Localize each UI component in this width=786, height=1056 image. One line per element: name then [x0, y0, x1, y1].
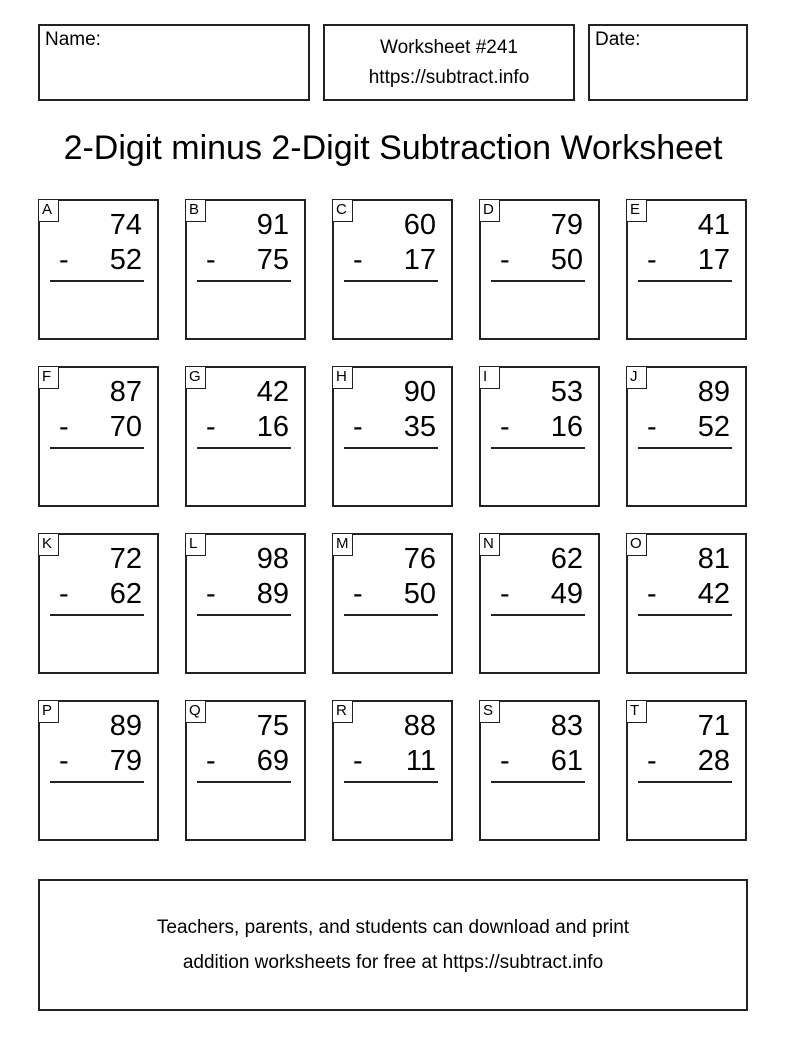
minuend: 72 — [109, 543, 142, 575]
problem-label: D — [479, 199, 500, 222]
subtrahend: 35 — [403, 411, 436, 443]
problem-card — [332, 366, 453, 507]
minuend: 83 — [550, 710, 583, 742]
answer-line — [344, 781, 438, 783]
answer-line — [197, 447, 291, 449]
minus-sign: - — [206, 578, 216, 610]
subtrahend: 42 — [697, 578, 730, 610]
answer-line — [638, 614, 732, 616]
minuend: 76 — [403, 543, 436, 575]
minuend: 81 — [697, 543, 730, 575]
name-label: Name: — [45, 29, 101, 50]
answer-line — [50, 781, 144, 783]
problem-label: A — [38, 199, 59, 222]
problem-label: B — [185, 199, 206, 222]
minus-sign: - — [647, 578, 657, 610]
problem-label: Q — [185, 700, 206, 723]
problem-card — [332, 533, 453, 674]
minuend: 88 — [403, 710, 436, 742]
problem-card — [185, 700, 306, 841]
answer-line — [50, 280, 144, 282]
footer-note — [38, 879, 748, 1011]
problem-label: M — [332, 533, 353, 556]
answer-line — [638, 447, 732, 449]
minus-sign: - — [353, 578, 363, 610]
problem-card — [626, 700, 747, 841]
minuend: 60 — [403, 209, 436, 241]
minuend: 89 — [109, 710, 142, 742]
subtrahend: 79 — [109, 745, 142, 777]
answer-line — [491, 781, 585, 783]
problem-label: L — [185, 533, 206, 556]
minus-sign: - — [59, 244, 69, 276]
minus-sign: - — [353, 745, 363, 777]
problem-card — [185, 366, 306, 507]
subtrahend: 50 — [403, 578, 436, 610]
subtrahend: 50 — [550, 244, 583, 276]
minuend: 91 — [256, 209, 289, 241]
problem-card — [38, 199, 159, 340]
minuend: 75 — [256, 710, 289, 742]
answer-line — [197, 280, 291, 282]
problem-label: C — [332, 199, 353, 222]
problem-label: P — [38, 700, 59, 723]
problem-card — [332, 700, 453, 841]
minus-sign: - — [206, 745, 216, 777]
answer-line — [197, 614, 291, 616]
minus-sign: - — [206, 244, 216, 276]
problem-card — [185, 533, 306, 674]
problem-card — [38, 366, 159, 507]
minuend: 98 — [256, 543, 289, 575]
subtrahend: 16 — [550, 411, 583, 443]
answer-line — [638, 280, 732, 282]
problem-label: H — [332, 366, 353, 389]
problem-label: J — [626, 366, 647, 389]
subtrahend: 62 — [109, 578, 142, 610]
answer-line — [50, 614, 144, 616]
answer-line — [491, 280, 585, 282]
worksheet-number: Worksheet #241 — [379, 36, 518, 58]
minus-sign: - — [59, 745, 69, 777]
minus-sign: - — [353, 411, 363, 443]
minus-sign: - — [500, 578, 510, 610]
minus-sign: - — [647, 745, 657, 777]
answer-line — [491, 614, 585, 616]
problem-card — [479, 199, 600, 340]
problem-card — [479, 700, 600, 841]
subtrahend: 75 — [256, 244, 289, 276]
answer-line — [344, 280, 438, 282]
date-field-box[interactable] — [588, 24, 748, 101]
minuend: 42 — [256, 376, 289, 408]
subtrahend: 49 — [550, 578, 583, 610]
answer-line — [638, 781, 732, 783]
subtrahend: 52 — [697, 411, 730, 443]
worksheet-url: https://subtract.info — [368, 66, 530, 88]
problem-label: R — [332, 700, 353, 723]
minuend: 62 — [550, 543, 583, 575]
problem-label: K — [38, 533, 59, 556]
minus-sign: - — [59, 578, 69, 610]
minuend: 53 — [550, 376, 583, 408]
problem-label: O — [626, 533, 647, 556]
problem-card — [332, 199, 453, 340]
subtrahend: 17 — [697, 244, 730, 276]
problem-label: T — [626, 700, 647, 723]
name-field-box[interactable] — [38, 24, 310, 101]
minuend: 74 — [109, 209, 142, 241]
problem-label: N — [479, 533, 500, 556]
answer-line — [344, 447, 438, 449]
subtrahend: 69 — [256, 745, 289, 777]
minus-sign: - — [647, 244, 657, 276]
answer-line — [197, 781, 291, 783]
minuend: 71 — [697, 710, 730, 742]
subtrahend: 52 — [109, 244, 142, 276]
footer-line-1: Teachers, parents, and students can download and print — [156, 917, 630, 938]
page-title: 2-Digit minus 2-Digit Subtraction Worksheet — [63, 129, 723, 167]
answer-line — [344, 614, 438, 616]
subtrahend: 16 — [256, 411, 289, 443]
subtrahend: 28 — [697, 745, 730, 777]
minus-sign: - — [59, 411, 69, 443]
worksheet-info-box — [323, 24, 575, 101]
answer-line — [50, 447, 144, 449]
minuend: 90 — [403, 376, 436, 408]
subtrahend: 61 — [550, 745, 583, 777]
problem-card — [185, 199, 306, 340]
subtrahend: 89 — [256, 578, 289, 610]
minus-sign: - — [353, 244, 363, 276]
minuend: 89 — [697, 376, 730, 408]
minus-sign: - — [206, 411, 216, 443]
problem-card — [479, 533, 600, 674]
problem-label: S — [479, 700, 500, 723]
problem-card — [626, 366, 747, 507]
minuend: 79 — [550, 209, 583, 241]
subtrahend: 70 — [109, 411, 142, 443]
problem-card — [38, 533, 159, 674]
problem-label: G — [185, 366, 206, 389]
subtrahend: 17 — [403, 244, 436, 276]
problem-card — [479, 366, 600, 507]
subtrahend: 11 — [405, 745, 436, 777]
minus-sign: - — [500, 745, 510, 777]
problem-card — [626, 199, 747, 340]
problem-card — [38, 700, 159, 841]
answer-line — [491, 447, 585, 449]
date-label: Date: — [595, 29, 641, 50]
minuend: 87 — [109, 376, 142, 408]
problem-label: F — [38, 366, 59, 389]
problem-label: E — [626, 199, 647, 222]
minuend: 41 — [697, 209, 730, 241]
minus-sign: - — [500, 411, 510, 443]
problem-card — [626, 533, 747, 674]
problem-label: I — [479, 366, 500, 389]
minus-sign: - — [500, 244, 510, 276]
minus-sign: - — [647, 411, 657, 443]
footer-line-2: addition worksheets for free at https://subtract.info — [182, 952, 604, 973]
